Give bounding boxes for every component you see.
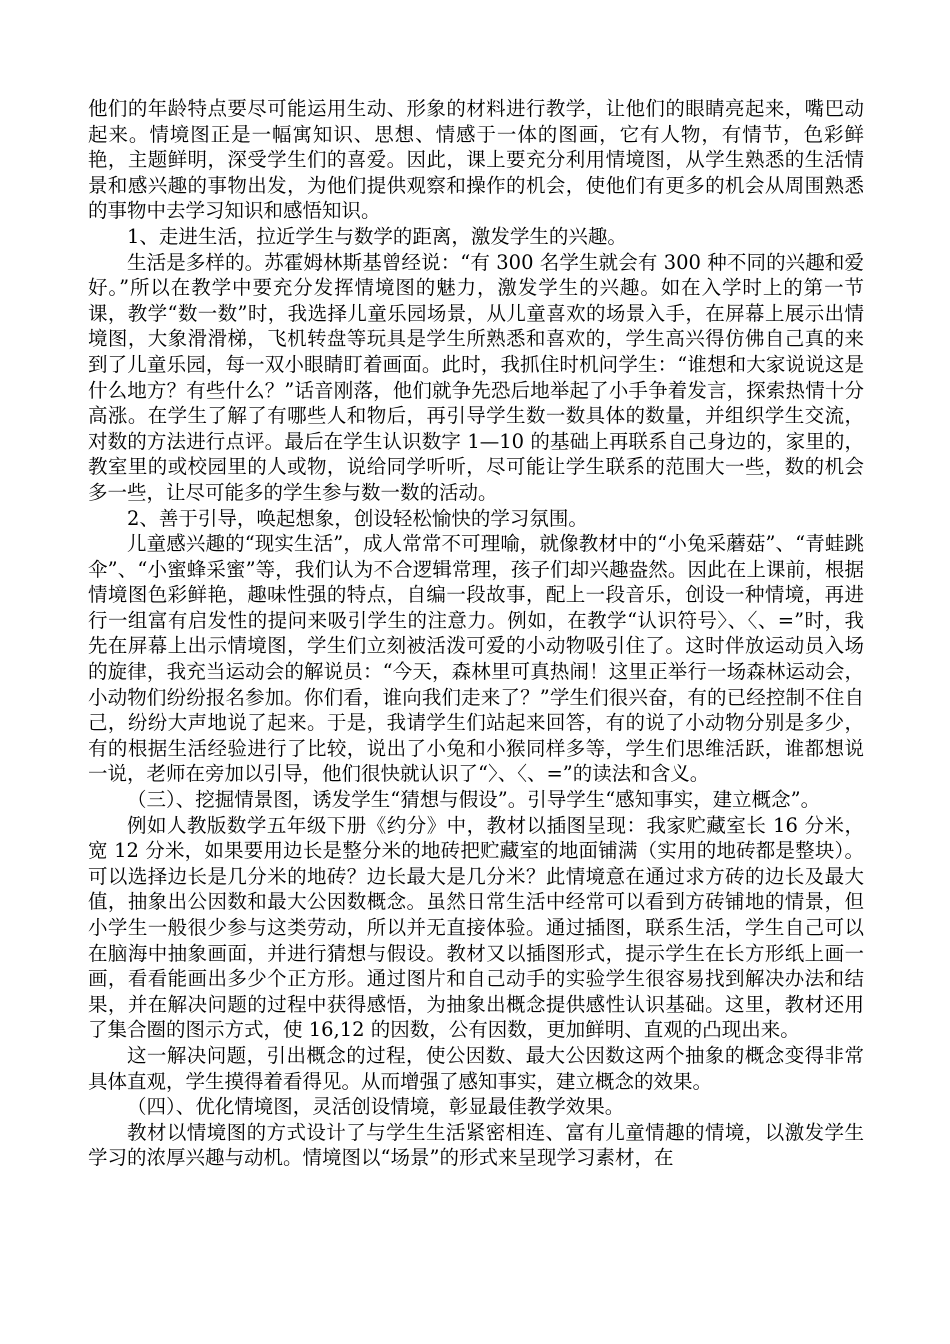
heading-section-2: 2、善于引导，唤起想象，创设轻松愉快的学习氛围。 [127, 506, 588, 530]
heading-section-1: 1、走进生活，拉近学生与数学的距离，激发学生的兴趣。 [127, 224, 627, 248]
paragraph-section-1: 生活是多样的。苏霍姆林斯基曾经说：“有 300 名学生就会有 300 种不同的兴趣和爱好。”所以在教学中要充分发挥情境图的魅力，激发学生的兴趣。如在入学时上的第一节课，教学“数一数”时，我选择儿童乐园场景，从儿童喜欢的场景入手，在屏幕上展示出情境图，大象滑滑梯，飞机转盘等玩具是学生所熟悉和喜欢的，学生高兴得仿佛自己真的来到了儿童乐园，每一双小眼睛盯着画面。此时，我抓住时机问学生：“谁想和大家说说这是什么地方？有些什么？”话音刚落，他们就争先恐后地举起了小手争着发言，探索热情十分高涨。在学生了解了有哪些人和物后，再引导学生数一数具体的数量，并组织学生交流，对数的方法进行点评。最后在学生认识数字 1—10 的基础上再联系自己身边的，家里的，教室里的或校园里的人或物，说给同学听听，尽可能让学生联系的范围大一些，数的机会多一些，让尽可能多的学生参与数一数的活动。 [88, 250, 864, 504]
paragraph-part-4: 教材以情境图的方式设计了与学生生活紧密相连、富有儿童情趣的情境，以激发学生学习的浓厚兴趣与动机。情境图以“场景”的形式来呈现学习素材，在 [88, 1120, 864, 1170]
document-body [88, 96, 864, 1171]
paragraph-part-3-conclusion: 这一解决问题，引出概念的过程，使公因数、最大公因数这两个抽象的概念变得非常具体直观，学生摸得着看得见。从而增强了感知事实，建立概念的效果。 [88, 1043, 864, 1093]
heading-part-3: （三）、挖掘情景图，诱发学生“猜想与假设”。引导学生“感知事实，建立概念”。 [127, 788, 821, 812]
paragraph-section-2: 儿童感兴趣的“现实生活”，成人常常不可理喻，就像教材中的“小兔采蘑菇”、“青蛙跳伞”、“小蜜蜂采蜜”等，我们认为不合逻辑常理，孩子们却兴趣盎然。因此在上课前，根据情境图色彩鲜艳，趣味性强的特点，自编一段故事，配上一段音乐，创设一种情境，再进行一组富有启发性的提问来吸引学生的注意力。例如，在教学“认识符号〉、〈、=”时，我先在屏幕上出示情境图，学生们立刻被活泼可爱的小动物吸引住了。这时伴放运动员入场的旋律，我充当运动会的解说员：“今天，森林里可真热闹！这里正举行一场森林运动会，小动物们纷纷报名参加。你们看，谁向我们走来了？”学生们很兴奋，有的已经控制不住自己，纷纷大声地说了起来。于是，我请学生们站起来回答，有的说了小动物分别是多少，有的根据生活经验进行了比较，说出了小兔和小猴同样多等，学生们思维活跃，谁都想说一说，老师在旁加以引导，他们很快就认识了“〉、〈、=”的读法和含义。 [88, 532, 864, 786]
heading-part-4: （四）、优化情境图，灵活创设情境，彰显最佳教学效果。 [127, 1095, 625, 1119]
paragraph-intro-continued: 他们的年龄特点要尽可能运用生动、形象的材料进行教学，让他们的眼睛亮起来，嘴巴动起来。情境图正是一幅寓知识、思想、情感于一体的图画，它有人物，有情节，色彩鲜艳，主题鲜明，深受学生们的喜爱。因此，课上要充分利用情境图，从学生熟悉的生活情景和感兴趣的事物出发，为他们提供观察和操作的机会，使他们有更多的机会从周围熟悉的事物中去学习知识和感悟知识。 [88, 97, 864, 223]
paragraph-part-3-example: 例如人教版数学五年级下册《约分》中，教材以插图呈现：我家贮藏室长 16 分米，宽 12 分米，如果要用边长是整分米的地砖把贮藏室的地面铺满（实用的地砖都是整块）。可以选择边长是几分米的地砖？边长最大是几分米？此情境意在通过求方砖的边长及最大值，抽象出公因数和最大公因数概念。虽然日常生活中经常可以看到方砖铺地的情景，但小学生一般很少参与这类劳动，所以并无直接体验。通过插图，联系生活，学生自己可以在脑海中抽象画面，并进行猜想与假设。教材又以插图形式，提示学生在长方形纸上画一画，看看能画出多少个正方形。通过图片和自己动手的实验学生很容易找到解决办法和结果，并在解决问题的过程中获得感悟，为抽象出概念提供感性认识基础。这里，教材还用了集合圈的图示方式，使 16,12 的因数，公有因数，更加鲜明、直观的凸现出来。 [88, 813, 864, 1042]
